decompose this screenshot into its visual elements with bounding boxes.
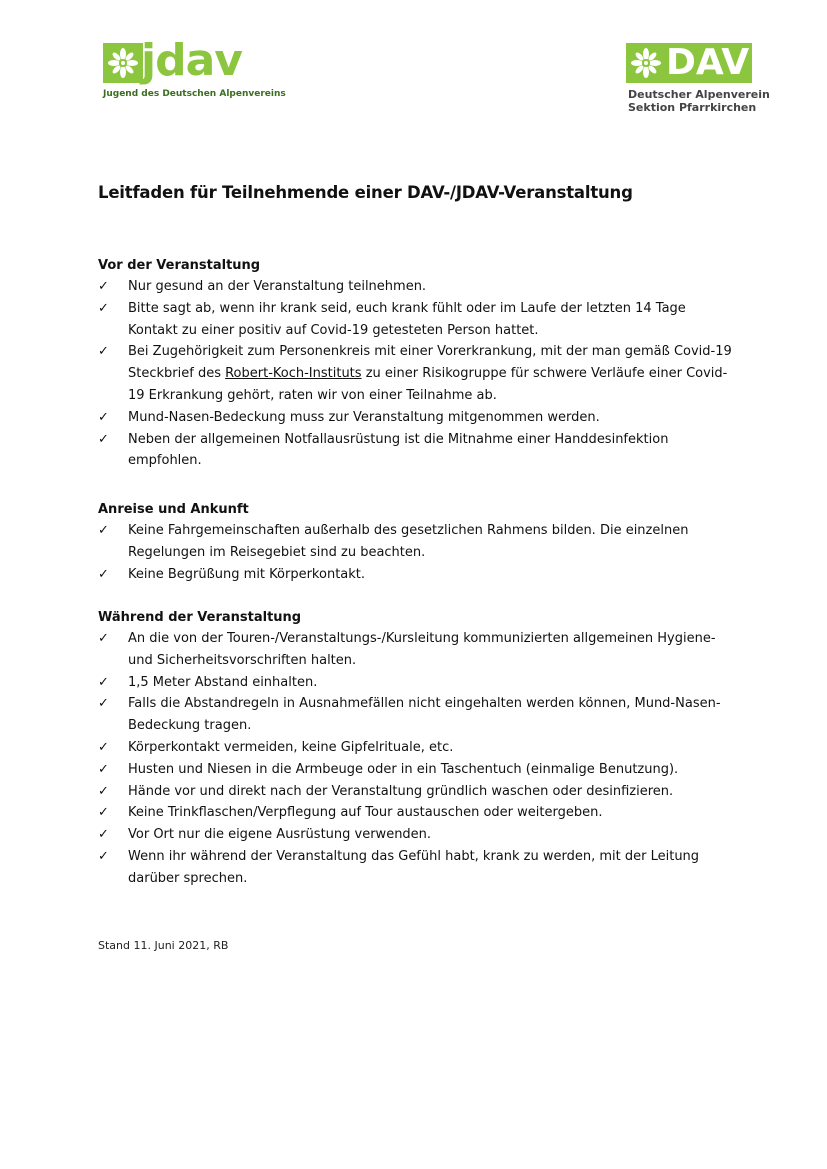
list-item [98,802,738,824]
list-item [98,693,738,737]
edelweiss-icon [103,43,143,83]
list-item [98,781,738,803]
section-heading: Anreise und Ankunft [98,502,249,517]
checkmark-icon: ✓ [98,805,109,821]
checkmark-icon: ✓ [98,739,109,755]
list-item-text-post: zu einer Risikogruppe für schwere Verläufe einer Covid-19 Erkrankung gehört, raten wir von einer Teilnahme ab. [128,366,728,403]
list-item-text: Keine Begrüßung mit Körperkontakt. [128,566,366,582]
jdav-subtitle: Jugend des Deutschen Alpenvereins [103,89,286,99]
list-item-text: Husten und Niesen in die Armbeuge oder in ein Taschentuch (einmalige Benutzung). [128,761,679,777]
dav-subtitle [628,88,770,114]
list-item [98,824,738,846]
section-arrival [98,499,738,585]
list-item-text: Keine Fahrgemeinschaften außerhalb des gesetzlichen Rahmens bilden. Die einzelnen Regelungen im Reisegebiet sind zu beachten. [128,523,689,560]
list-item-text: 1,5 Meter Abstand einhalten. [128,674,318,690]
list-item [98,276,738,298]
document-date-footer: Stand 11. Juni 2021, RB [98,939,229,952]
list-item-text: Keine Trinkflaschen/Verpflegung auf Tour austauschen oder weitergeben. [128,805,603,821]
checklist [98,520,738,585]
list-item-text: Wenn ihr während der Veranstaltung das Gefühl habt, krank zu werden, mit der Leitung darüber sprechen. [128,848,700,886]
list-item-text: Mund-Nasen-Bedeckung muss zur Veranstaltung mitgenommen werden. [128,409,600,425]
checkmark-icon: ✓ [98,279,109,294]
list-item-text: Bitte sagt ab, wenn ihr krank seid, euch krank fühlt oder im Laufe der letzten 14 Tage Kontakt zu einer positiv auf Covid-19 getesteten Person hattet. [128,300,686,338]
checkmark-icon: ✓ [98,696,109,712]
list-item [98,407,738,429]
jdav-logo [103,35,286,121]
checkmark-icon: ✓ [98,431,109,447]
list-item [98,759,738,781]
checkmark-icon: ✓ [98,631,109,646]
list-item-text: Falls die Abstandregeln in Ausnahmefällen nicht eingehalten werden können, Mund-Nasen-Bedeckung tragen. [128,696,721,734]
list-item [98,429,738,473]
list-item-text: Vor Ort nur die eigene Ausrüstung verwenden. [128,827,432,843]
list-item-text: An die von der Touren-/Veranstaltungs-/Kursleitung kommunizierten allgemeinen Hygiene- und Sicherheitsvorschriften halten. [128,631,716,668]
dav-subtitle-line2: Sektion Pfarrkirchen [628,101,757,114]
section-during-event [98,607,738,890]
checklist [98,276,738,472]
list-item [98,341,738,406]
checkmark-icon: ✓ [98,674,109,690]
checkmark-icon: ✓ [98,566,109,582]
checkmark-icon: ✓ [98,848,109,864]
jdav-wordmark: jdav [141,35,242,86]
dav-logo [626,42,770,118]
list-item [98,298,738,342]
section-before-event [98,255,738,472]
list-item-text: Hände vor und direkt nach der Veranstaltung gründlich waschen oder desinfizieren. [128,783,674,799]
checkmark-icon: ✓ [98,300,109,316]
list-item [98,628,738,672]
list-item-text: Neben der allgemeinen Notfallausrüstung ist die Mitnahme einer Handdesinfektion empfohlen. [128,431,669,469]
checkmark-icon: ✓ [98,783,109,799]
checkmark-icon: ✓ [98,523,109,538]
list-item-text-pre: Bei Zugehörigkeit zum Personenkreis mit einer Vorerkrankung, mit der man gemäß Covid-19 Steckbrief des [128,344,732,382]
list-item [98,564,738,586]
list-item-text: Körperkontakt vermeiden, keine Gipfelrituale, etc. [128,739,454,755]
list-item [98,846,738,890]
checklist [98,628,738,890]
checkmark-icon: ✓ [98,761,109,777]
list-item [98,520,738,564]
rki-link[interactable]: Robert-Koch-Instituts [225,366,362,382]
list-item-text: Nur gesund an der Veranstaltung teilnehmen. [128,279,427,294]
edelweiss-icon [626,43,666,83]
checkmark-icon: ✓ [98,344,109,360]
document-title: Leitfaden für Teilnehmende einer DAV-/JDAV-Veranstaltung [98,183,633,202]
checkmark-icon: ✓ [98,409,109,425]
list-item [98,672,738,694]
section-heading: Während der Veranstaltung [98,610,302,625]
checkmark-icon: ✓ [98,827,109,843]
list-item-text [128,341,738,406]
dav-wordmark: DAV [666,42,750,83]
dav-subtitle-line1: Deutscher Alpenverein [628,88,770,101]
list-item [98,737,738,759]
section-heading: Vor der Veranstaltung [98,258,261,273]
